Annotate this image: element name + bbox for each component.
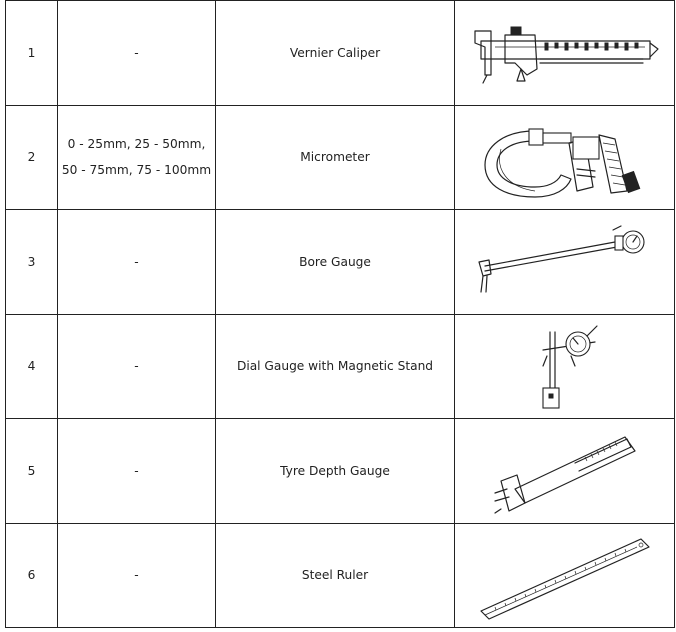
range-line: 50 - 75mm, 75 - 100mm [61, 163, 212, 178]
table-row [6, 314, 675, 419]
row-number: 2 [6, 105, 58, 210]
table-row [6, 105, 675, 210]
vernier-caliper-icon [465, 13, 665, 93]
instrument-name: Vernier Caliper [216, 1, 455, 106]
instrument-image [455, 105, 675, 210]
instrument-name: Tyre Depth Gauge [216, 419, 455, 524]
row-number: 1 [6, 1, 58, 106]
dial-gauge-icon [465, 318, 665, 414]
instrument-name: Micrometer [216, 105, 455, 210]
table-row [6, 210, 675, 315]
measuring-range [58, 419, 216, 524]
measuring-range [58, 210, 216, 315]
micrometer-icon [465, 109, 665, 205]
row-number: 5 [6, 419, 58, 524]
measuring-range [58, 105, 216, 210]
range-line: - [134, 254, 139, 269]
instrument-name: Dial Gauge with Magnetic Stand [216, 314, 455, 419]
measuring-range [58, 523, 216, 628]
range-line: - [134, 463, 139, 478]
range-line: 0 - 25mm, 25 - 50mm, [67, 137, 206, 152]
instrument-name: Bore Gauge [216, 210, 455, 315]
measuring-range [58, 1, 216, 106]
measuring-range [58, 314, 216, 419]
bore-gauge-icon [465, 222, 665, 302]
tyre-depth-gauge-icon [465, 423, 665, 519]
instrument-image [455, 210, 675, 315]
instrument-name: Steel Ruler [216, 523, 455, 628]
range-line: - [134, 45, 139, 60]
range-line: - [134, 359, 139, 374]
row-number: 6 [6, 523, 58, 628]
table-row [6, 419, 675, 524]
row-number: 3 [6, 210, 58, 315]
instrument-image [455, 419, 675, 524]
range-line: - [134, 568, 139, 583]
instrument-image [455, 314, 675, 419]
table-row [6, 1, 675, 106]
table-row [6, 523, 675, 628]
instrument-table [5, 0, 675, 628]
instrument-image [455, 1, 675, 106]
instrument-image [455, 523, 675, 628]
steel-ruler-icon [465, 527, 665, 623]
row-number: 4 [6, 314, 58, 419]
